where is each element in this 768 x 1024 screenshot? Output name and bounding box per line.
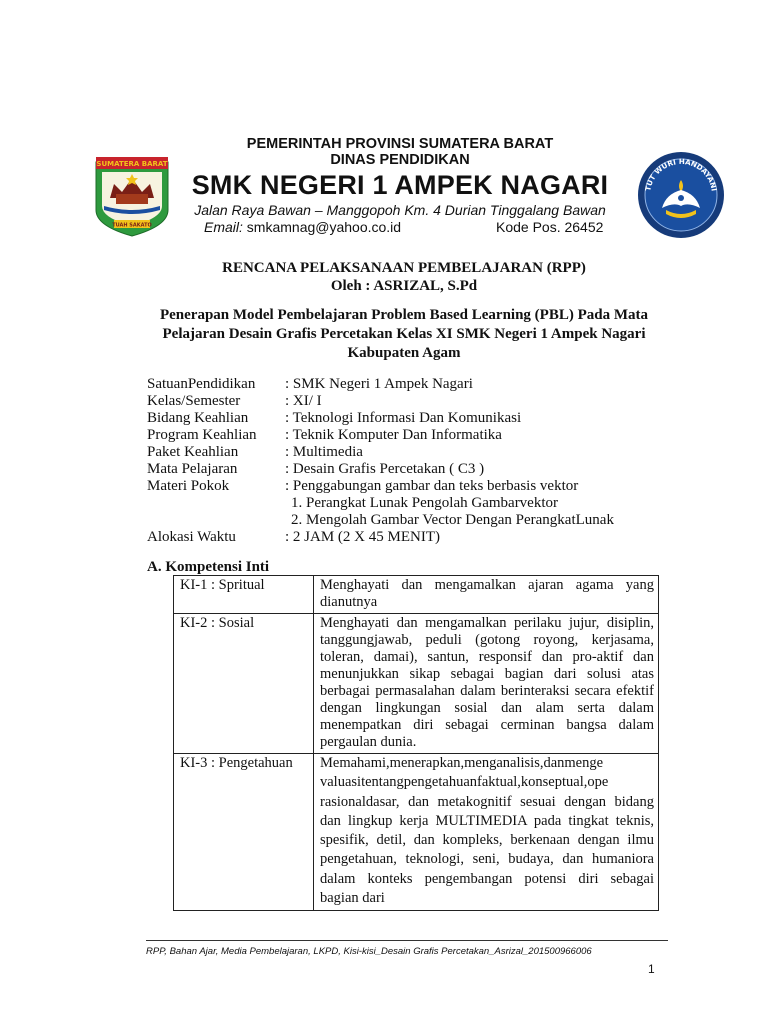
identity-list [147,376,667,546]
identity-label: Program Keahlian [147,427,257,443]
identity-value: : Teknologi Informasi Dan Komunikasi [285,410,522,426]
contact-line [180,219,620,237]
table-row [174,614,659,754]
identity-row [147,376,667,393]
identity-row [147,427,667,444]
postal-code: Kode Pos. 26452 [496,219,604,235]
document-topic: Penerapan Model Pembelajaran Problem Based Learning (PBL) Pada Mata Pelajaran Desain Grafis Percetakan Kelas XI SMK Negeri 1 Ampek Nagari Kabupaten Agam [159,307,648,361]
identity-label: Bidang Keahlian [147,410,249,426]
logo-right-motto: TUT WURI HANDAYANI [643,156,719,192]
document-title: RENCANA PELAKSANAAN PEMBELAJARAN (RPP) [222,260,586,276]
identity-label: Kelas/Semester [147,393,241,409]
materi-subitem-text: 2. Mengolah Gambar Vector Dengan PerangkatLunak [291,512,614,528]
identity-value: : Multimedia [285,444,363,460]
table-row [174,576,659,614]
logo-left-label: SUMATERA BARAT [96,160,168,168]
identity-value: : Desain Grafis Percetakan ( C3 ) [285,461,485,477]
identity-value: : SMK Negeri 1 Ampek Nagari [285,376,473,392]
ki-key: KI-1 : Spritual [174,576,314,614]
materi-subitem-text: 1. Perangkat Lunak Pengolah Gambarvektor [291,495,559,511]
page-footer: RPP, Bahan Ajar, Media Pembelajaran, LKPD, Kisi-kisi_Desain Grafis Percetakan_Asrizal_201500966006 [146,946,592,957]
identity-label: Mata Pelajaran [147,461,238,477]
materi-subitem [147,512,667,529]
ki-key: KI-2 : Sosial [174,614,314,754]
materi-subitem [147,495,667,512]
identity-label: Paket Keahlian [147,444,239,460]
department-name: DINAS PENDIDIKAN [330,152,470,168]
tut-wuri-handayani-logo [636,150,726,240]
page-number: 1 [648,962,655,976]
government-name: PEMERINTAH PROVINSI SUMATERA BARAT [246,136,554,152]
logo-left-motto: TUAH SAKATO [112,222,152,229]
table-row [174,754,659,911]
footer-divider [146,940,668,941]
email-label: Email: [204,219,243,235]
identity-row [147,444,667,461]
letterhead [180,136,620,237]
school-name: SMK NEGERI 1 AMPEK NAGARI [191,170,609,200]
document-author: Oleh : ASRIZAL, S.Pd [330,278,478,294]
section-heading: A. Kompetensi Inti [147,559,270,575]
identity-row [147,393,667,410]
email-address: smkamnag@yahoo.co.id [242,219,402,235]
school-address: Jalan Raya Bawan – Manggopoh Km. 4 Durian Tinggalang Bawan [194,202,606,218]
identity-row [147,410,667,427]
email-line [204,219,401,236]
ki-key: KI-3 : Pengetahuan [174,754,314,911]
identity-value: : XI/ I [285,393,322,409]
identity-value: : Teknik Komputer Dan Informatika [285,427,502,443]
ki-text: Memahami,menerapkan,menganalisis,danmenge valuasitentangpengetahuanfaktual,konseptual,ope rasionaldasar, dan metakognitif sesuai dengan bidang dan lingkup kerja MULTIMEDIA pada tingkat teknis, spesifik, detil, dan kompleks, berkenaan dengan ilmu pengetahuan, teknologi, seni, budaya, dan humaniora dalam konteks pengembangan potensi diri sebagai bagian dari [314,754,659,911]
kompetensi-inti-table [173,575,659,911]
ki-text: Menghayati dan mengamalkan perilaku jujur, disiplin, tanggungjawab, peduli (gotong royong, kerjasama, toleran, damai), santun, responsif dan pro-aktif dan menunjukkan sikap sebagai bagian dari solusi atas berbagai permasalahan dalam berinteraksi secara efektif dengan lingkungan sosial dan alam serta dalam menempatkan diri sebagai cerminan bangsa dalam pergaulan dunia. [314,614,659,754]
identity-row [147,478,667,495]
ki-text: Menghayati dan mengamalkan ajaran agama yang dianutnya [314,576,659,614]
identity-row [147,461,667,478]
identity-value: : 2 JAM (2 X 45 MENIT) [285,529,440,545]
identity-label: SatuanPendidikan [147,376,256,392]
identity-label: Alokasi Waktu [147,529,236,545]
identity-row [147,529,667,546]
identity-value: : Penggabungan gambar dan teks berbasis vektor [285,478,579,494]
identity-label: Materi Pokok [147,478,230,494]
sumatera-barat-logo [92,154,172,238]
